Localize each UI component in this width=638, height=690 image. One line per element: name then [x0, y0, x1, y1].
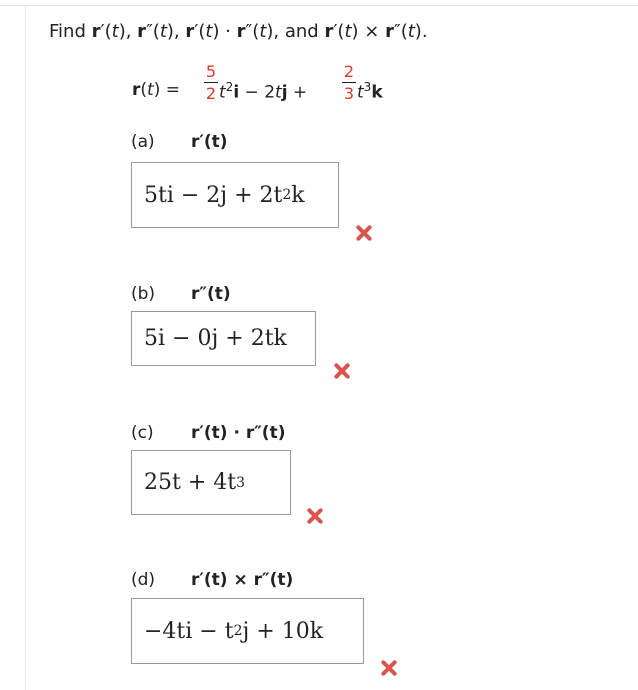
part-a-label: (a) r′(t): [131, 132, 228, 152]
incorrect-a-icon: [355, 224, 373, 242]
incorrect-b-icon: [333, 362, 351, 380]
top-divider: [0, 5, 638, 6]
answer-b-input[interactable]: 5i − 0j + 2tk: [131, 311, 316, 366]
incorrect-c-icon: [306, 507, 324, 525]
left-divider: [25, 5, 26, 690]
answer-a-input[interactable]: 5ti − 2j + 2t 2 k: [131, 162, 339, 228]
part-d-label: (d) r′(t) × r″(t): [131, 570, 294, 590]
part-b-label: (b) r″(t): [131, 284, 231, 304]
answer-d-input[interactable]: −4ti − t 2 j + 10k: [131, 598, 364, 664]
part-c-label: (c) r′(t) · r″(t): [131, 423, 286, 443]
incorrect-d-icon: [380, 659, 398, 677]
fraction-five-halves: 5 2: [205, 62, 217, 103]
fraction-two-thirds: 2 3: [343, 62, 355, 103]
answer-c-input[interactable]: 25t + 4t 3: [131, 450, 291, 515]
question-text: Find r′(t), r″(t), r′(t) · r″(t), and r′(t) × r″(t).: [49, 21, 428, 42]
